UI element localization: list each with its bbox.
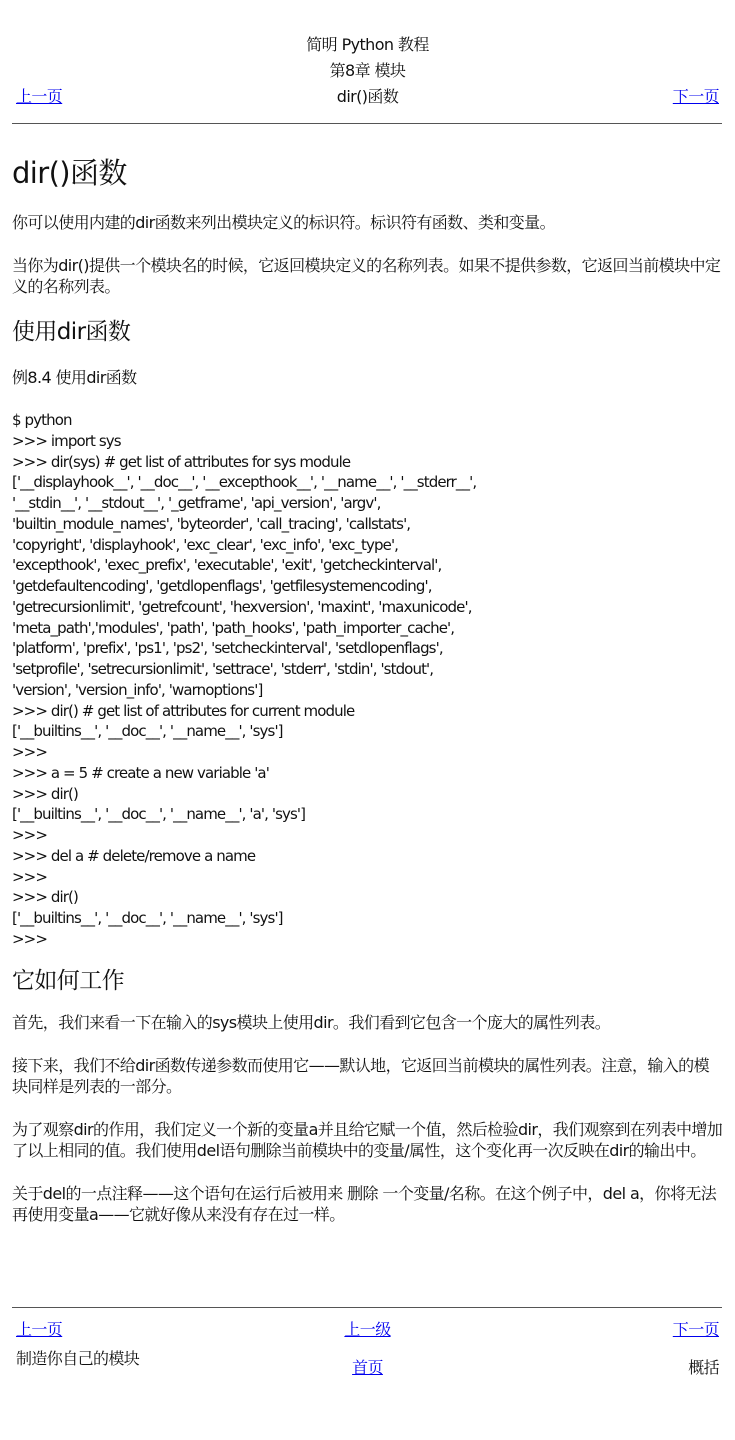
intro-paragraph: 你可以使用内建的dir函数来列出模块定义的标识符。标识符有函数、类和变量。 [12,213,555,232]
usage-subheading: 使用dir函数 [12,319,131,345]
how-it-works-subheading: 它如何工作 [12,967,125,994]
current-section-title: dir()函数 [336,87,399,106]
header-divider [12,123,722,124]
code-example: $ python >>> import sys >>> dir(sys) # get list of attributes for sys module ['__displayhook__', '__doc__', '__excepthook__', '__name__', '__stderr__', '__stdin__', '__stdout__', '_getframe', 'api_version', 'argv', 'builtin_module_names', 'byteorder', 'call_tracing', 'callstats', 'copyright', 'displayhook', 'exc_clear', 'exc_info', 'exc_type', 'excepthook', 'exec_prefix', 'executable', 'exit', 'getcheckinterval', 'getdefaultencoding', 'getdlopenflags', 'getfilesystemencoding', 'getrecursionlimit', 'getrefcount', 'hexversion', 'maxint', 'maxunicode', 'meta_path','modules', 'path', 'path_hooks', 'path_importer_cache', 'platform', 'prefix', 'ps1', 'ps2', 'setcheckinterval', 'setdlopenflags', 'setprofile', 'setrecursionlimit', 'settrace', 'stderr', 'stdin', 'stdout', 'version', 'version_info', 'warnoptions'] >>> dir() # get list of attributes for current module ['__builtins__', '__doc__', '__name__', 'sys'] >>> >>> a = 5 # create a new variable 'a' >>> dir() ['__builtins__', '__doc__', '__name__', 'a', 'sys'] >>> >>> del a # delete/remove a name >>> >>> dir() ['__builtins__', '__doc__', '__name__', 'sys'] >>> [12,411,477,948]
header-prev-link[interactable]: 上一页 [16,87,63,106]
footer-up-link[interactable]: 上一级 [344,1320,391,1339]
footer-next-title: 概括 [688,1358,719,1377]
footer-prev-title: 制造你自己的模块 [16,1349,140,1368]
main-content [12,150,724,1225]
footer-home-container [0,1358,735,1378]
header-next-link[interactable]: 下一页 [672,87,719,106]
explanation-paragraph-4: 关于del的一点注释——这个语句在运行后被用来 删除 一个变量/名称。在这个例子中，del a，你将无法再使用变量a——它就好像从来没有存在过一样。 [12,1183,717,1224]
explanation-paragraph-3: 为了观察dir的作用，我们定义一个新的变量a并且给它赋一个值，然后检验dir，我们观察到在列表中增加了以上相同的值。我们使用del语句删除当前模块中的变量/属性，这个变化再一次反映在dir的输出中。 [12,1119,723,1160]
footer-home-link[interactable]: 首页 [352,1358,383,1377]
explanation-paragraph-1: 首先，我们来看一下在输入的sys模块上使用dir。我们看到它包含一个庞大的属性列表。 [12,1012,611,1032]
footer-up-container [0,1320,735,1340]
dir-description-paragraph: 当你为dir()提供一个模块名的时候，它返回模块定义的名称列表。如果不提供参数，它返回当前模块中定义的名称列表。 [12,256,721,296]
explanation-paragraph-2: 接下来，我们不给dir函数传递参数而使用它——默认地，它返回当前模块的属性列表。注意，输入的模块同样是列表的一部分。 [12,1055,709,1096]
footer-next-link[interactable]: 下一页 [672,1320,719,1339]
chapter-title: 第8章 模块 [329,61,406,80]
book-title: 简明 Python 教程 [306,35,429,54]
example-caption: 例8.4 使用dir函数 [12,368,137,387]
footer-divider [12,1307,722,1308]
section-heading: dir()函数 [12,156,127,190]
footer-prev-link[interactable]: 上一页 [16,1320,63,1339]
